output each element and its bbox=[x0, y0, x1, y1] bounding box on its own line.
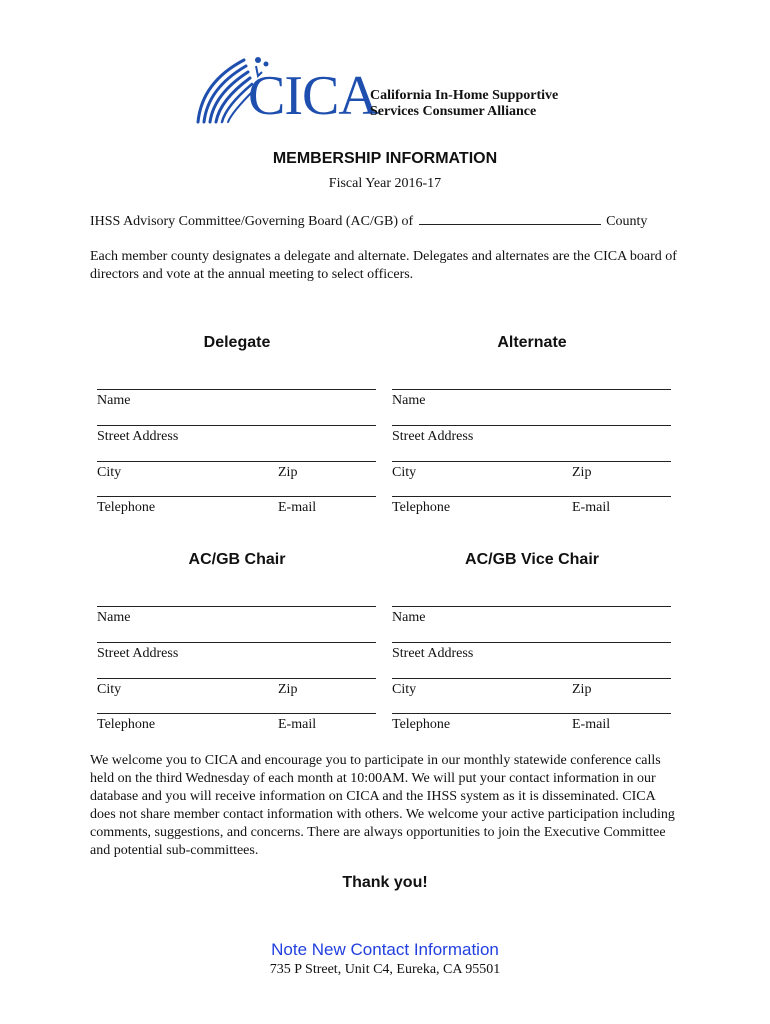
delegate-name-line[interactable] bbox=[97, 389, 376, 390]
vice-chair-email-label: E-mail bbox=[572, 717, 611, 732]
delegate-name-label: Name bbox=[97, 393, 131, 408]
vice-chair-name-line[interactable] bbox=[392, 606, 671, 607]
chair-zip-label: Zip bbox=[278, 682, 298, 697]
alternate-street-line[interactable] bbox=[392, 425, 671, 426]
chair-name-line[interactable] bbox=[97, 606, 376, 607]
alternate-heading: Alternate bbox=[497, 334, 567, 351]
chair-street-label: Street Address bbox=[97, 646, 179, 661]
logo-org-line1: California In-Home Supportive bbox=[370, 88, 559, 103]
delegate-telephone-label: Telephone bbox=[97, 500, 156, 515]
advisory-line bbox=[90, 212, 680, 230]
alternate-name-line[interactable] bbox=[392, 389, 671, 390]
chair-street-line[interactable] bbox=[97, 642, 376, 643]
thank-you: Thank you! bbox=[342, 874, 428, 891]
vice-chair-heading: AC/GB Vice Chair bbox=[465, 551, 599, 568]
new-contact-note: Note New Contact Information bbox=[271, 940, 499, 959]
chair-phone-line[interactable] bbox=[97, 713, 376, 714]
delegate-city-label: City bbox=[97, 465, 122, 480]
vice-chair-zip-label: Zip bbox=[572, 682, 592, 697]
alternate-phone-line[interactable] bbox=[392, 496, 671, 497]
delegate-zip-label: Zip bbox=[278, 465, 298, 480]
logo-wordmark: CICA bbox=[248, 65, 378, 127]
logo-org-line2: Services Consumer Alliance bbox=[370, 104, 537, 119]
chair-name-label: Name bbox=[97, 610, 131, 625]
vice-chair-city-label: City bbox=[392, 682, 417, 697]
delegate-heading: Delegate bbox=[203, 334, 271, 351]
vice-chair-city-line[interactable] bbox=[392, 678, 671, 679]
chair-city-label: City bbox=[97, 682, 122, 697]
delegate-email-label: E-mail bbox=[278, 500, 317, 515]
vice-chair-street-line[interactable] bbox=[392, 642, 671, 643]
vice-chair-telephone-label: Telephone bbox=[392, 717, 451, 732]
alternate-email-label: E-mail bbox=[572, 500, 611, 515]
alternate-city-line[interactable] bbox=[392, 461, 671, 462]
advisory-suffix: County bbox=[606, 214, 648, 229]
chair-email-label: E-mail bbox=[278, 717, 317, 732]
vice-chair-name-label: Name bbox=[392, 610, 426, 625]
chair-telephone-label: Telephone bbox=[97, 717, 156, 732]
page-title: MEMBERSHIP INFORMATION bbox=[272, 150, 498, 167]
intro-paragraph: Each member county designates a delegate and alternate. Delegates and alternates are the CICA board of directors and vote at the annual meeting to select officers. bbox=[90, 249, 677, 282]
welcome-paragraph: We welcome you to CICA and encourage you to participate in our monthly statewide conference calls held on the third Wednesday of each month at 10:00AM. We will put your contact information in our database and you will receive information on CICA and the IHSS system as it is disseminated. CICA does not share member contact information with others. We welcome your active participation including comments, suggestions, and concerns. There are always opportunities to join the Executive Committee and potential sub-committees. bbox=[90, 753, 675, 858]
fiscal-year: Fiscal Year 2016-17 bbox=[328, 176, 442, 191]
advisory-prefix: IHSS Advisory Committee/Governing Board (AC/GB) of bbox=[90, 214, 414, 229]
delegate-street-label: Street Address bbox=[97, 429, 179, 444]
alternate-zip-label: Zip bbox=[572, 465, 592, 480]
chair-heading: AC/GB Chair bbox=[188, 551, 286, 568]
alternate-city-label: City bbox=[392, 465, 417, 480]
delegate-phone-line[interactable] bbox=[97, 496, 376, 497]
logo-org-name bbox=[370, 88, 558, 120]
alternate-street-label: Street Address bbox=[392, 429, 474, 444]
alternate-telephone-label: Telephone bbox=[392, 500, 451, 515]
chair-city-line[interactable] bbox=[97, 678, 376, 679]
alternate-name-label: Name bbox=[392, 393, 426, 408]
contact-address: 735 P Street, Unit C4, Eureka, CA 95501 bbox=[269, 962, 501, 977]
vice-chair-street-label: Street Address bbox=[392, 646, 474, 661]
delegate-city-line[interactable] bbox=[97, 461, 376, 462]
vice-chair-phone-line[interactable] bbox=[392, 713, 671, 714]
cica-logo bbox=[192, 52, 592, 130]
county-blank-field[interactable] bbox=[419, 212, 601, 225]
delegate-street-line[interactable] bbox=[97, 425, 376, 426]
